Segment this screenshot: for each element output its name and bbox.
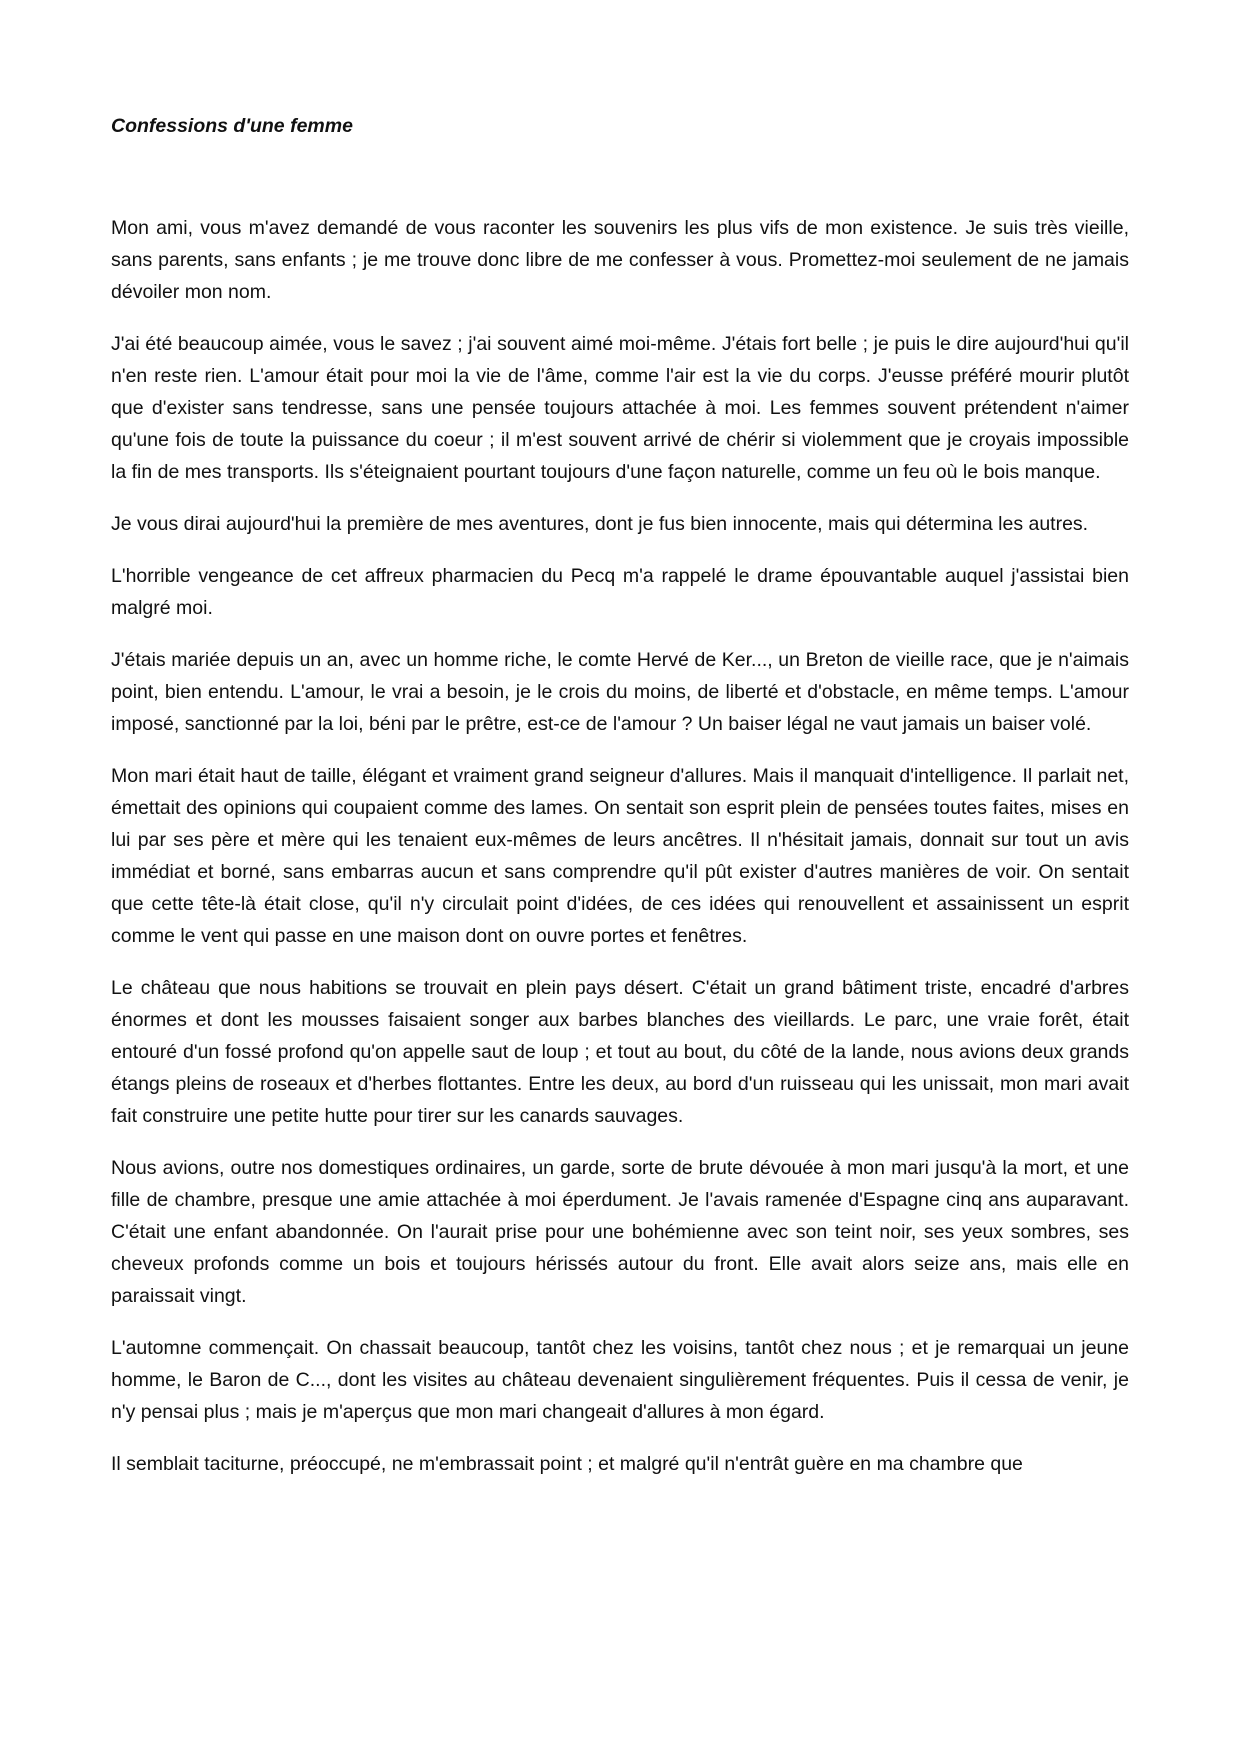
paragraph: Mon mari était haut de taille, élégant et vraiment grand seigneur d'allures. Mais il manquait d'intelligence. Il parlait net, émettait des opinions qui coupaient comme des lames. On sentait son esprit plein de pensées toutes faites, mises en lui par ses père et mère qui les tenaient eux-mêmes de leurs ancêtres. Il n'hésitait jamais, donnait sur tout un avis immédiat et borné, sans embarras aucun et sans comprendre qu'il pût exister d'autres manières de voir. On sentait que cette tête-là était close, qu'il n'y circulait point d'idées, de ces idées qui renouvellent et assainissent un esprit comme le vent qui passe en une maison dont on ouvre portes et fenêtres. [111, 765, 1129, 947]
document-body [111, 212, 1129, 1500]
document-title: Confessions d'une femme [111, 115, 353, 137]
paragraph: Je vous dirai aujourd'hui la première de mes aventures, dont je fus bien innocente, mais qui détermina les autres. [111, 513, 1089, 535]
paragraph: J'ai été beaucoup aimée, vous le savez ; j'ai souvent aimé moi-même. J'étais fort belle ; je puis le dire aujourd'hui qu'il n'en reste rien. L'amour était pour moi la vie de l'âme, comme l'air est la vie du corps. J'eusse préféré mourir plutôt que d'exister sans tendresse, sans une pensée toujours attachée à moi. Les femmes souvent prétendent n'aimer qu'une fois de toute la puissance du coeur ; il m'est souvent arrivé de chérir si violemment que je croyais impossible la fin de mes transports. Ils s'éteignaient pourtant toujours d'une façon naturelle, comme un feu où le bois manque. [111, 333, 1129, 483]
paragraph: J'étais mariée depuis un an, avec un homme riche, le comte Hervé de Ker..., un Breton de vieille race, que je n'aimais point, bien entendu. L'amour, le vrai a besoin, je le crois du moins, de liberté et d'obstacle, en même temps. L'amour imposé, sanctionné par la loi, béni par le prêtre, est-ce de l'amour ? Un baiser légal ne vaut jamais un baiser volé. [111, 649, 1129, 735]
paragraph: Mon ami, vous m'avez demandé de vous raconter les souvenirs les plus vifs de mon existence. Je suis très vieille, sans parents, sans enfants ; je me trouve donc libre de me confesser à vous. Promettez-moi seulement de ne jamais dévoiler mon nom. [111, 217, 1129, 303]
paragraph: L'horrible vengeance de cet affreux pharmacien du Pecq m'a rappelé le drame épouvantable auquel j'assistai bien malgré moi. [111, 565, 1129, 619]
paragraph: Il semblait taciturne, préoccupé, ne m'embrassait point ; et malgré qu'il n'entrât guère en ma chambre que [111, 1453, 1023, 1475]
paragraph: Le château que nous habitions se trouvait en plein pays désert. C'était un grand bâtiment triste, encadré d'arbres énormes et dont les mousses faisaient songer aux barbes blanches des vieillards. Le parc, une vraie forêt, était entouré d'un fossé profond qu'on appelle saut de loup ; et tout au bout, du côté de la lande, nous avions deux grands étangs pleins de roseaux et d'herbes flottantes. Entre les deux, au bord d'un ruisseau qui les unissait, mon mari avait fait construire une petite hutte pour tirer sur les canards sauvages. [111, 977, 1129, 1127]
paragraph: L'automne commençait. On chassait beaucoup, tantôt chez les voisins, tantôt chez nous ; et je remarquai un jeune homme, le Baron de C..., dont les visites au château devenaient singulièrement fréquentes. Puis il cessa de venir, je n'y pensai plus ; mais je m'aperçus que mon mari changeait d'allures à mon égard. [111, 1337, 1129, 1423]
paragraph: Nous avions, outre nos domestiques ordinaires, un garde, sorte de brute dévouée à mon mari jusqu'à la mort, et une fille de chambre, presque une amie attachée à moi éperdument. Je l'avais ramenée d'Espagne cinq ans auparavant. C'était une enfant abandonnée. On l'aurait prise pour une bohémienne avec son teint noir, ses yeux sombres, ses cheveux profonds comme un bois et toujours hérissés autour du front. Elle avait alors seize ans, mais elle en paraissait vingt. [111, 1157, 1129, 1307]
